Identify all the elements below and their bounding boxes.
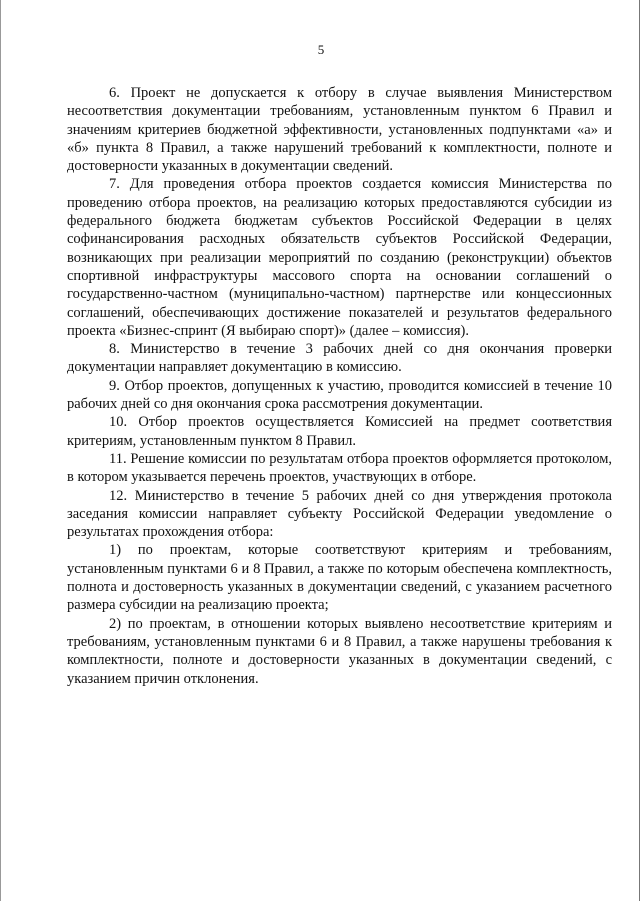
paragraph-item-9: 9. Отбор проектов, допущенных к участию, проводится комиссией в течение 10 рабочих дней со дня окончания срока рассмотрения документации. — [67, 377, 612, 413]
paragraph-item-6: 6. Проект не допускается к отбору в случае выявления Министерством несоответствия документации требованиям, установленным пунктом 6 Правил и значениям критериев бюджетной эффективности, установленных подпунктами «а» и «б» пункта 8 Правил, а также нарушений требований к комплектности, полноте и достоверности указанных в документации сведений. — [67, 85, 612, 175]
paragraph-item-10: 10. Отбор проектов осуществляется Комиссией на предмет соответствия критериям, установленным пунктом 8 Правил. — [67, 414, 612, 449]
paragraph-item-8: 8. Министерство в течение 3 рабочих дней со дня окончания проверки документации направляет документацию в комиссию. — [67, 341, 612, 376]
paragraph-item-12: 12. Министерство в течение 5 рабочих дней со дня утверждения протокола заседания комиссии направляет субъекту Российской Федерации уведомление о результатах прохождения отбора: — [67, 487, 612, 541]
paragraph-item-11: 11. Решение комиссии по результатам отбора проектов оформляется протоколом, в котором указывается перечень проектов, участвующих в отборе. — [67, 450, 612, 486]
subparagraph-1: 1) по проектам, которые соответствуют критериям и требованиям, установленным пунктами 6 и 8 Правил, а также по которым обеспечена комплектность, полнота и достоверность указанных в документации сведений, с указанием расчетного размера субсидии на реализацию проекта; — [67, 542, 612, 614]
subparagraph-2: 2) по проектам, в отношении которых выявлено несоответствие критериям и требованиям, установленным пунктами 6 и 8 Правил, а также нарушены требования к комплектности, полноте и достоверности указанных в документации сведений, с указанием причин отклонения. — [67, 615, 612, 687]
page-number: 5 — [317, 42, 325, 57]
document-body — [67, 84, 612, 688]
paragraph-item-7: 7. Для проведения отбора проектов создается комиссия Министерства по проведению отбора проектов, на реализацию которых предоставляются субсидии из федерального бюджета бюджетам субъектов Российской Федерации в целях софинансирования расходных обязательств субъектов Российской Федерации, возникающих при реализации мероприятий по созданию (реконструкции) объектов спортивной инфраструктуры массового спорта на основании соглашений о государственно-частном (муниципально-частном) партнерстве или концессионных соглашений, обеспечивающих достижение показателей и результатов федерального проекта «Бизнес-спринт (Я выбираю спорт)» (далее – комиссия). — [67, 176, 612, 339]
